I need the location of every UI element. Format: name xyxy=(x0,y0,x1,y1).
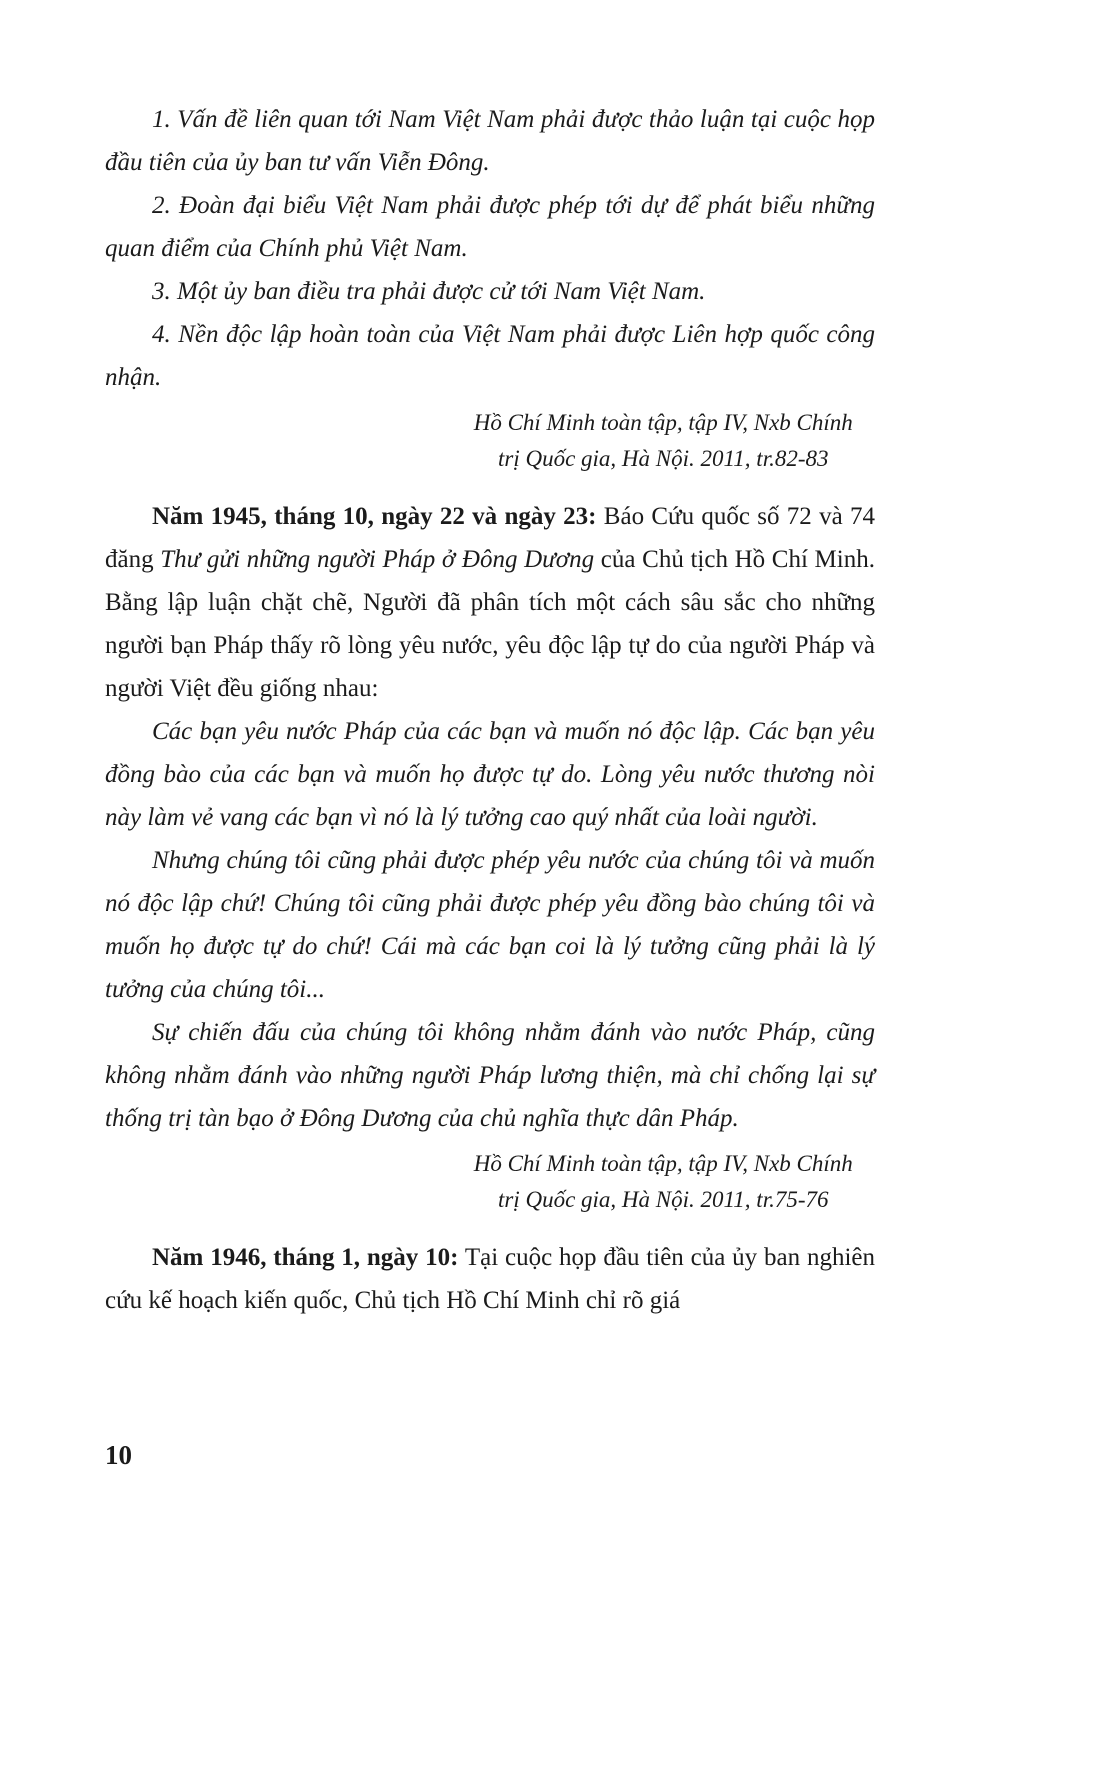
page-number: 10 xyxy=(105,1440,132,1470)
citation-line: Hồ Chí Minh toàn tập, tập IV, Nxb Chính xyxy=(473,1151,853,1176)
text-run: 4. Nền độc lập hoàn toàn của Việt Nam phải được Liên hợp quốc công nhận. xyxy=(105,321,875,391)
text-run: Năm 1945, tháng 10, ngày 22 và ngày 23: xyxy=(152,503,597,530)
text-run: Báo Cứu quốc số 72 và 74 đăng xyxy=(105,503,875,573)
citation-line: trị Quốc gia, Hà Nội. 2011, tr.82-83 xyxy=(497,446,829,471)
text-run: 2. Đoàn đại biểu Việt Nam phải được phép tới dự để phát biểu những quan điểm của Chính phủ Việt Nam. xyxy=(105,192,875,262)
text-run: Thư gửi những người Pháp ở Đông Dương xyxy=(160,546,595,573)
text-run: 1. Vấn đề liên quan tới Nam Việt Nam phải được thảo luận tại cuộc họp đầu tiên của ủy ban tư vấn Viễn Đông. xyxy=(105,106,875,176)
entry-1946-january xyxy=(105,1236,875,1322)
text-run: Sự chiến đấu của chúng tôi không nhằm đánh vào nước Pháp, cũng không nhằm đánh vào những người Pháp lương thiện, mà chỉ chống lại sự thống trị tàn bạo ở Đông Dương của chủ nghĩa thực dân Pháp. xyxy=(105,1019,875,1132)
text-run: Nhưng chúng tôi cũng phải được phép yêu nước của chúng tôi và muốn nó độc lập chứ! Chúng tôi cũng phải được phép yêu đồng bào chúng tôi và muốn họ được tự do chứ! Cái mà các bạn coi là lý tưởng cũng phải là lý tưởng của chúng tôi... xyxy=(105,847,875,1003)
citation-line: Hồ Chí Minh toàn tập, tập IV, Nxb Chính xyxy=(473,410,853,435)
quote-item-1 xyxy=(105,98,875,184)
quote-paragraph-3 xyxy=(105,1011,875,1140)
citation-line: trị Quốc gia, Hà Nội. 2011, tr.75-76 xyxy=(497,1187,829,1212)
quote-paragraph-1 xyxy=(105,710,875,839)
text-run: của Chủ tịch Hồ Chí Minh. Bằng lập luận chặt chẽ, Người đã phân tích một cách sâu sắc cho những người bạn Pháp thấy rõ lòng yêu nước, yêu độc lập tự do của người Pháp và người Việt đều giống nhau: xyxy=(105,546,875,702)
text-run: Năm 1946, tháng 1, ngày 10: xyxy=(152,1244,459,1271)
entry-1945-october xyxy=(105,495,875,710)
text-run: Tại cuộc họp đầu tiên của ủy ban nghiên cứu kế hoạch kiến quốc, Chủ tịch Hồ Chí Minh chỉ rõ giá xyxy=(105,1244,875,1314)
quote-item-2 xyxy=(105,184,875,270)
quote-item-3 xyxy=(105,270,875,313)
text-run: Các bạn yêu nước Pháp của các bạn và muốn nó độc lập. Các bạn yêu đồng bào của các bạn và muốn họ được tự do. Lòng yêu nước thương nòi này làm vẻ vang các bạn vì nó là lý tưởng cao quý nhất của loài người. xyxy=(105,718,875,831)
citation-2 xyxy=(452,1146,876,1218)
document-body xyxy=(105,98,875,1322)
text-run: 3. Một ủy ban điều tra phải được cử tới Nam Việt Nam. xyxy=(152,278,706,305)
quote-paragraph-2 xyxy=(105,839,875,1011)
quote-item-4 xyxy=(105,313,875,399)
citation-1 xyxy=(452,405,876,477)
